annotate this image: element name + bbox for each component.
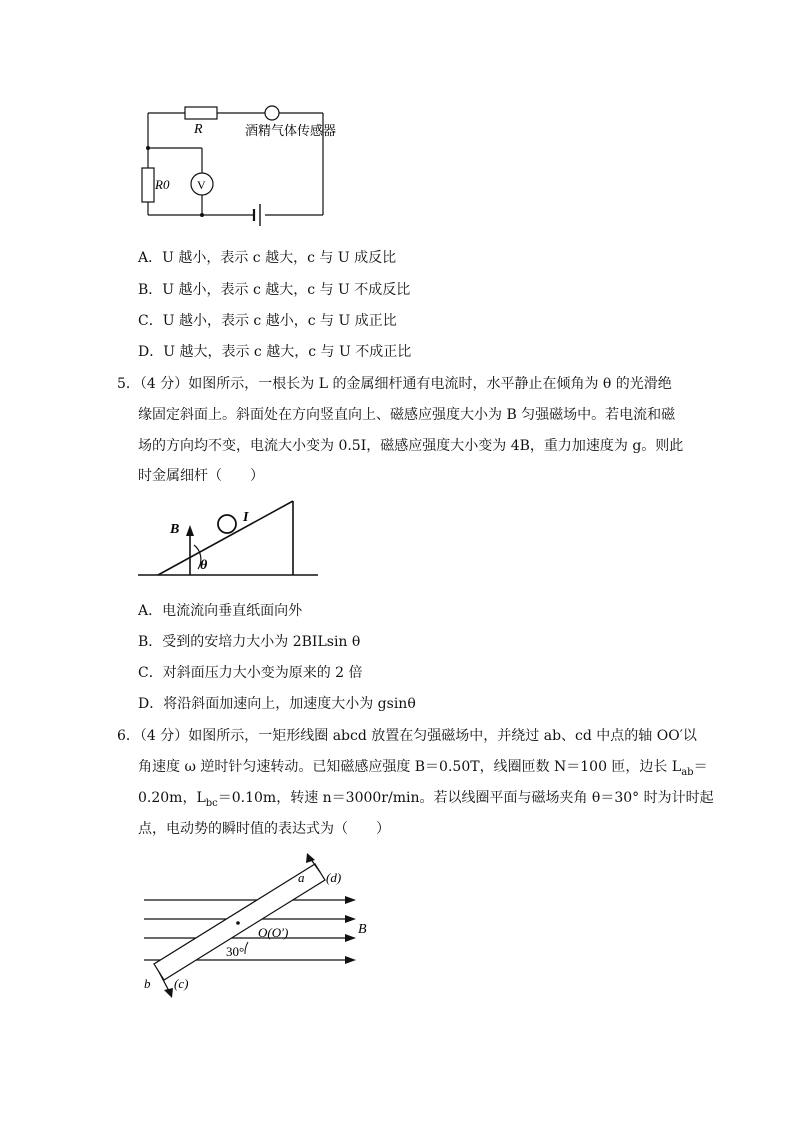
label-a: a xyxy=(298,870,305,885)
q5-option-a: A．电流流向垂直纸面向外 xyxy=(138,603,303,619)
label-b-corner: b xyxy=(144,976,151,991)
q5-stem-line2: 缘固定斜面上。斜面处在方向竖直向上、磁感应强度大小为 B 匀强磁场中。若电流和磁 xyxy=(138,407,676,423)
q4-option-d: D．U 越大，表示 c 越大，c 与 U 不成正比 xyxy=(138,344,412,360)
incline-diagram xyxy=(138,495,320,585)
label-d: (d) xyxy=(326,870,342,885)
q5-stem-line4: 时金属细杆（ ） xyxy=(138,468,264,484)
sensor-symbol xyxy=(265,106,279,120)
circuit-diagram xyxy=(130,95,340,235)
q5-stem-line3: 场的方向均不变，电流大小变为 0.5I，磁感应强度大小变为 4B，重力加速度为 g。则此 xyxy=(138,438,684,454)
q4-option-c: C．U 越小，表示 c 越小，c 与 U 成正比 xyxy=(138,313,397,329)
q6-stem-line2: 角速度 ω 逆时针匀速转动。已知磁感应强度 B＝0.50T，线圈匝数 N＝100 匝，边长 $L_{ab}=$ xyxy=(138,759,708,778)
label-i: I xyxy=(243,510,249,525)
label-o: O(O′) xyxy=(258,925,289,940)
label-r: R xyxy=(194,122,203,137)
q4-option-a: A．U 越小，表示 c 越大，c 与 U 成反比 xyxy=(138,250,397,266)
q5-option-c: C．对斜面压力大小变为原来的 2 倍 xyxy=(138,665,363,681)
label-b-field: B xyxy=(358,922,367,937)
q4-option-b: B．U 越小，表示 c 越大，c 与 U 不成反比 xyxy=(138,282,411,298)
resistor-r0 xyxy=(142,168,154,202)
label-b: B xyxy=(170,522,180,537)
label-theta: θ xyxy=(200,558,208,573)
rod-cross-section xyxy=(218,515,236,533)
label-r0: R0 xyxy=(155,177,170,192)
label-voltmeter: V xyxy=(197,178,206,192)
q5-option-d: D．将沿斜面加速向上，加速度大小为 gsinθ xyxy=(138,696,416,712)
q6-stem-line3: 0.20m，$L_{bc}=0.10m$，转速 n＝3000r/min。若以线圈平面与磁场夹角 θ＝30° 时为计时起 xyxy=(138,790,714,809)
coil-diagram xyxy=(140,852,380,1007)
q6-stem-line1: 6．（4 分）如图所示，一矩形线圈 abcd 放置在匀强磁场中，并绕过 ab、cd 中点的轴 OO′以 xyxy=(117,728,697,744)
q5-stem-line1: 5．（4 分）如图所示，一根长为 L 的金属细杆通有电流时，水平静止在倾角为 θ 的光滑绝 xyxy=(117,376,672,392)
label-c: (c) xyxy=(174,976,189,991)
q5-option-b: B．受到的安培力大小为 2BILsin θ xyxy=(138,634,361,650)
label-sensor: 酒精气体传感器 xyxy=(245,123,337,138)
resistor-r xyxy=(185,107,217,119)
q6-stem-line4: 点，电动势的瞬时值的表达式为（ ） xyxy=(138,821,390,837)
label-angle: 30° xyxy=(226,944,245,959)
